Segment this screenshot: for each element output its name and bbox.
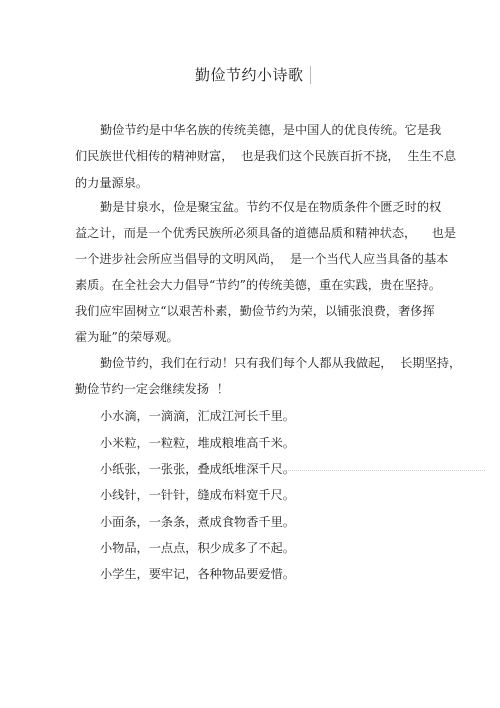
poem-line-2: 小米粒，一粒粒，堆成粮堆高千米。 — [100, 436, 295, 450]
poem-line-4: 小线针，一针针，缝成布料宽千尺。 — [100, 488, 295, 502]
paragraph-3-line-1: 勤俭节约，我们在行动！只有我们每个人都从我做起， 长期坚持， — [100, 356, 462, 370]
poem-line-1: 小水滴，一滴滴，汇成江河长千里。 — [100, 409, 295, 423]
poem-line-5: 小面条，一条条，煮成食物香千里。 — [100, 515, 295, 529]
paragraph-2-line-3: 一个进步社会所应当倡导的文明风尚， 是一个当代人应当具备的基本 — [75, 252, 449, 266]
poem-line-3: 小纸张，一张张，叠成纸堆深千尺。 — [100, 462, 295, 476]
dotted-rule — [275, 470, 485, 471]
paragraph-2-line-1: 勤是甘泉水，俭是聚宝盆。节约不仅是在物质条件个匮乏时的权 — [100, 200, 442, 214]
paragraph-2-line-5: 我们应牢固树立“以艰苦朴素，勤俭节约为荣，以铺张浪费，奢侈挥 — [75, 304, 435, 318]
document-title: 勤俭节约小诗歌 — [195, 66, 311, 84]
paragraph-1-line-1: 勤俭节约是中华名族的传统美德，是中国人的优良传统。它是我 — [100, 123, 442, 137]
poem-line-7: 小学生，要牢记，各种物品要爱惜。 — [100, 567, 295, 581]
poem-line-6: 小物品，一点点，积少成多了不起。 — [100, 541, 295, 555]
paragraph-2-line-6: 霍为耻”的荣辱观。 — [75, 330, 179, 344]
paragraph-1-line-3: 的力量源泉。 — [75, 176, 149, 190]
paragraph-3-line-2: 勤俭节约一定会继续发扬 ！ — [75, 382, 229, 396]
paragraph-2-line-4: 素质。在全社会大力倡导“节约”的传统美德，重在实践，贵在坚持。 — [75, 278, 441, 292]
paragraph-2-line-2: 益之计，而是一个优秀民族所必须具备的道德品质和精神状态， 也是 — [75, 226, 457, 240]
paragraph-1-line-2: 们民族世代相传的精神财富， 也是我们这个民族百折不挠， 生生不息 — [75, 149, 457, 163]
